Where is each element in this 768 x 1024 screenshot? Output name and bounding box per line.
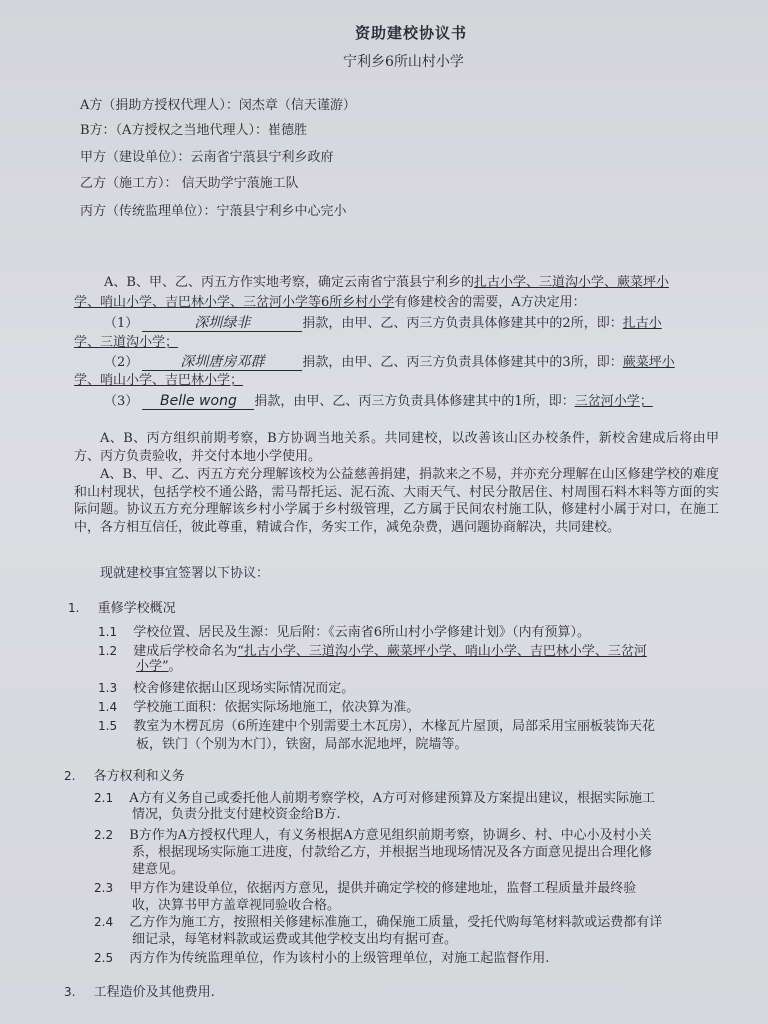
donation-1-num: （1） <box>104 316 139 331</box>
item-2-2-cont: 系，根据现场实际施工进度，付款给乙方，并根据当地现场情况及各方面意见提出合理化修 <box>132 845 653 860</box>
item-2-1-cont: 情况，负责分批支付建校资金给B方. <box>132 807 341 822</box>
item-number: 1.5 <box>98 719 118 733</box>
donation-2-schools: 蕨菜坪小 <box>622 355 675 370</box>
donation-2-donor: 深圳唐房邓群 <box>142 354 302 371</box>
section-3-number: 3. <box>64 985 76 999</box>
donation-1-cont <box>74 335 178 351</box>
item-text: 学校施工面积：依据实际场地施工，依决算为准。 <box>133 700 420 715</box>
donation-3-donor: Belle wong <box>142 393 254 410</box>
section-2-title: 各方权利和义务 <box>93 769 185 784</box>
donation-1-schools: 扎古小 <box>622 316 662 331</box>
party-bing: 丙方（传统监理单位）：宁蒗县宁利乡中心完小 <box>80 204 347 219</box>
item-text-cont: 。 <box>168 659 182 674</box>
item-number: 1.2 <box>98 644 118 658</box>
item-2-1 <box>94 790 655 807</box>
section-1-heading <box>68 600 176 617</box>
section-1-title: 重修学校概况 <box>97 601 176 616</box>
party-a: A方（捐助方授权代理人）：闵杰章（信天谨游） <box>80 98 356 113</box>
donation-3 <box>104 393 653 410</box>
item-2-3-cont: 收，决算书甲方盖章视同验收合格。 <box>132 898 341 913</box>
item-text: 甲方作为建设单位，依据丙方意见，提供并确定学校的修建地址，监督工程质量并最终验 <box>129 881 637 896</box>
item-number: 2.5 <box>94 951 114 965</box>
intro-line-1 <box>104 275 669 291</box>
item-number: 1.1 <box>98 625 118 639</box>
item-number: 1.4 <box>98 700 118 714</box>
item-2-3 <box>94 880 636 897</box>
item-1-5-cont: 板，铁门（个别为木门），铁窗，局部水泥地坪，院墙等。 <box>136 737 468 752</box>
donation-1 <box>104 315 662 332</box>
item-school-names-cont: 小学” <box>136 659 169 674</box>
item-2-2-cont2: 建意见。 <box>132 862 185 877</box>
item-2-2 <box>94 827 652 844</box>
donation-2 <box>104 354 675 371</box>
intro-line-2 <box>74 295 586 311</box>
paragraph-agreement-intro: 现就建校事宜签署以下协议： <box>100 566 270 581</box>
section-2-number: 2. <box>64 769 76 783</box>
donation-1-schools-cont: 学、三道沟小学； <box>74 335 179 350</box>
item-text: 乙方作为施工方，按照相关修建标准施工，确保施工质量，受托代购每笔材料款或运费都有详 <box>129 915 663 930</box>
item-text: 校舍修建依据山区现场实际情况而定。 <box>133 681 355 696</box>
item-2-4 <box>94 914 662 931</box>
intro-schools: 扎古小学、三道沟小学、蕨菜坪小 <box>473 275 669 290</box>
item-number: 1.3 <box>98 681 118 695</box>
donation-2-num: （2） <box>104 355 139 370</box>
paragraph-survey: A、B、丙方组织前期考察，B方协调当地关系。共同建校，以改善该山区办校条件，新校舍建成后将由甲方、丙方负责验收，并交付本地小学使用。 <box>74 431 719 464</box>
item-text: 丙方作为传统监理单位，作为该村小的上级管理单位，对施工起监督作用. <box>129 951 550 966</box>
item-number: 2.3 <box>94 881 114 895</box>
donation-3-schools: 三岔河小学； <box>574 394 653 409</box>
section-2-heading <box>64 768 185 785</box>
donation-1-text: 捐款，由甲、乙、丙三方负责具体修建其中的2所，即： <box>302 316 623 331</box>
item-text: 教室为木楞瓦房（6所连建中个别需要土木瓦房），木椽瓦片屋顶，局部采用宝丽板装饰天花 <box>133 719 656 734</box>
item-text: B方作为A方授权代理人，有义务根据A方意见组织前期考察，协调乡、村、中心小及村小关 <box>129 828 652 843</box>
item-2-4-cont: 细记录，每笔材料款或运费或其他学校支出均有据可查。 <box>132 932 458 947</box>
party-jia: 甲方（建设单位）：云南省宁蒗县宁利乡政府 <box>80 150 334 165</box>
item-1-2 <box>98 643 647 660</box>
intro-text-cont: 有修建校舍的需要，A方决定用： <box>394 295 586 310</box>
intro-text: A、B、甲、乙、丙五方作实地考察，确定云南省宁蒗县宁利乡的 <box>104 275 474 290</box>
intro-schools-cont: 学、哨山小学、吉巴林小学、三岔河小学等6所乡村小学 <box>74 295 395 310</box>
section-3-title: 工程造价及其他费用. <box>93 985 215 1000</box>
item-text: A方有义务自己或委托他人前期考察学校，A方可对修建预算及方案提出建议，根据实际施工 <box>129 791 656 806</box>
item-text: 学校位置、居民及生源：见后附：《云南省6所山村小学修建计划》（内有预算）。 <box>133 625 591 640</box>
item-1-4 <box>98 699 419 716</box>
item-text: 建成后学校命名为 <box>133 644 238 659</box>
donation-3-num: （3） <box>104 394 139 409</box>
donation-1-donor: 深圳绿非 <box>142 315 302 332</box>
donation-2-cont <box>74 373 243 389</box>
document-subtitle: 宁利乡6所山村小学 <box>343 54 464 70</box>
item-number: 2.4 <box>94 915 114 929</box>
section-1-number: 1. <box>68 601 80 615</box>
section-3-heading <box>64 984 215 1001</box>
item-number: 2.2 <box>94 828 114 842</box>
donation-2-schools-cont: 学、哨山小学、吉巴林小学； <box>74 373 244 388</box>
party-yi: 乙方（施工方）： 信天助学宁蒗施工队 <box>80 176 299 191</box>
donation-2-text: 捐款，由甲、乙、丙三方负责具体修建其中的3所，即： <box>302 355 623 370</box>
party-b: B方：（A方授权之当地代理人）：崔德胜 <box>80 123 307 138</box>
document-title: 资助建校协议书 <box>355 24 468 42</box>
donation-3-text: 捐款，由甲、乙、丙三方负责具体修建其中的1所，即： <box>254 394 575 409</box>
item-1-1 <box>98 624 590 641</box>
paragraph-understanding: A、B、甲、乙、丙五方充分理解该校为公益慈善捐建，捐款来之不易，并亦充分理解在山区修建学校的难度和山村现状，包括学校不通公路，需马帮托运、泥石流、大雨天气、村民分散居住、村周围石料木料等方面的实际问题。协议五方充分理解该乡村小学属于乡村级管理，乙方属于民间农村施工队，修建村小属于对口，在施工中，各方相互信任，彼此尊重，精诚合作，务实工作，减免杂费，遇问题协商解决，共同建校。 <box>74 467 719 535</box>
item-1-3 <box>98 680 354 697</box>
item-1-2-cont <box>136 659 182 675</box>
item-number: 2.1 <box>94 791 114 805</box>
item-1-5 <box>98 718 655 735</box>
item-2-5 <box>94 950 549 967</box>
item-school-names: “扎古小学、三道沟小学、蕨菜坪小学、哨山小学、吉巴林小学、三岔河 <box>237 644 647 659</box>
